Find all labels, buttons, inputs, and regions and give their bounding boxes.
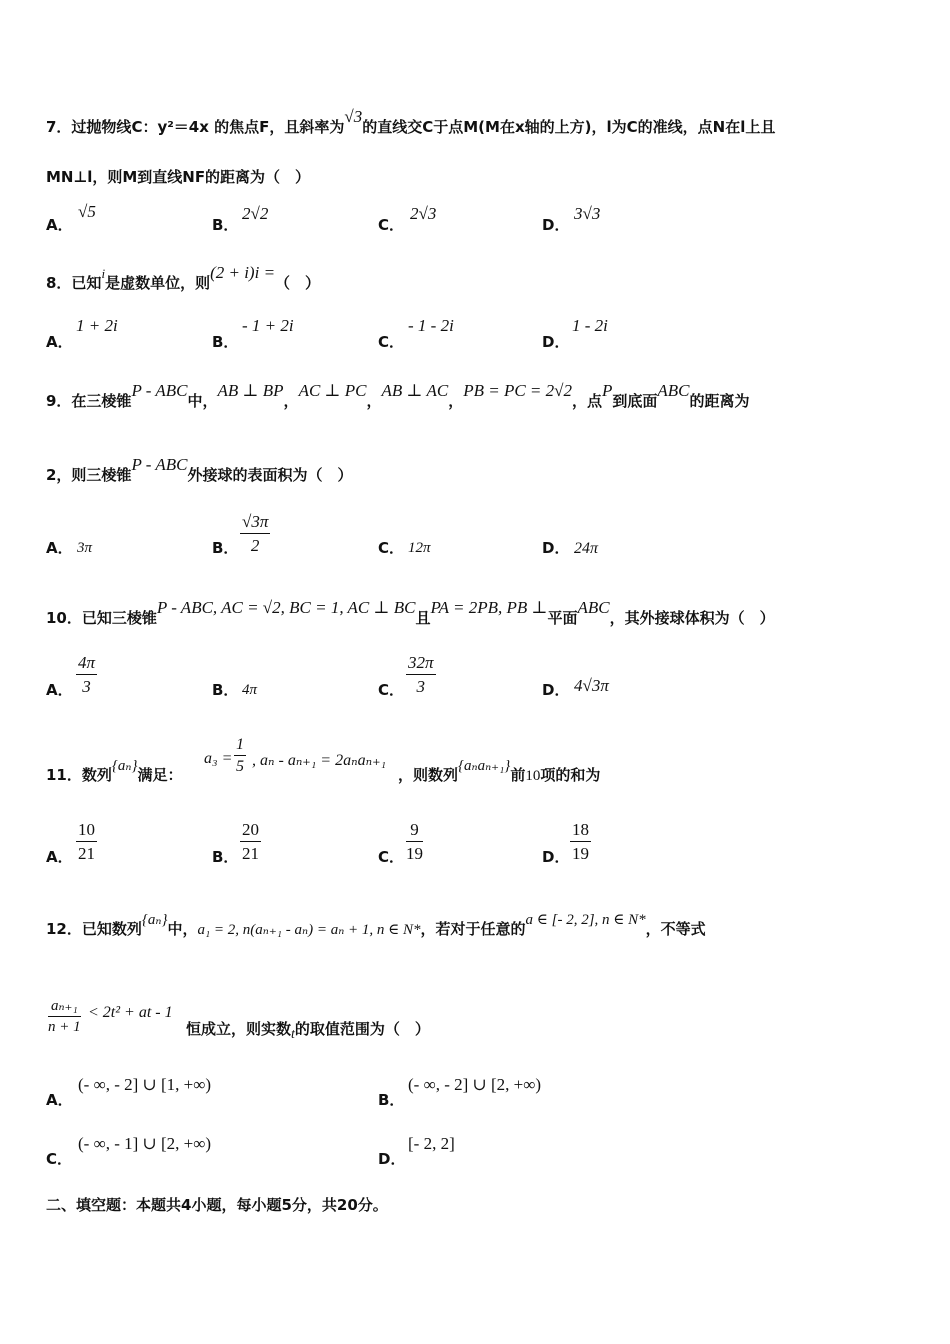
q8-stem-text-a: 8．已知 — [46, 274, 102, 292]
q8-stem — [46, 263, 321, 293]
fraction-denominator: 19 — [572, 844, 589, 863]
option-label: C． — [378, 681, 405, 699]
q7-stem-text-a: 7．过抛物线C：y²＝4x 的焦点F，且斜率为 — [46, 118, 345, 136]
q7-stem-line2: MN⊥l，则M到直线NF的距离为（ ） — [46, 168, 311, 186]
option-label: B． — [212, 848, 239, 866]
option-value: 2√3 — [410, 204, 437, 223]
option-label: D． — [542, 333, 570, 351]
option-label: B． — [212, 333, 239, 351]
fraction-denominator: 3 — [82, 677, 91, 696]
q12-expr-range-a: a ∈ [- 2, 2], n ∈ N* — [525, 912, 646, 928]
fraction-numerator: 9 — [406, 820, 423, 842]
q10-stem-text-d: ，其外接球体积为（ ） — [609, 609, 775, 627]
option-label: A． — [46, 848, 73, 866]
q9-expr-ab-bp: AB ⊥ BP — [217, 381, 284, 400]
option-fraction — [406, 820, 423, 864]
fraction-numerator: 32π — [406, 653, 436, 675]
q9-stem-text-c: ，点 — [571, 392, 602, 410]
fraction-numerator: aₙ₊₁ — [48, 996, 81, 1017]
option-value: 4π — [242, 682, 258, 698]
option-value: 4√3π — [574, 676, 609, 695]
q7-stem-text-b: 的直线交C于点M(M在x轴的上方)，l为C的准线，点N在l上且 — [362, 118, 776, 136]
fraction-denominator: 21 — [242, 844, 259, 863]
q8-stem-text-c: （ ） — [275, 274, 321, 292]
q12-stem-line2 — [186, 1018, 430, 1042]
q11-stem-tail — [398, 758, 601, 785]
q9-expr-p: P — [601, 381, 613, 400]
q9-line2-expr: P - ABC — [131, 455, 188, 474]
q9-stem-text-b: 中， — [187, 392, 218, 410]
option-value: (- ∞, - 1] ∪ [2, +∞) — [78, 1134, 212, 1153]
fraction-numerator: 20 — [240, 820, 261, 842]
q11-stem-text-a: 11．数列 — [46, 766, 112, 784]
fraction-numerator: 10 — [76, 820, 97, 842]
option-label: A． — [46, 539, 73, 557]
option-label: D． — [542, 539, 570, 557]
q10-stem-text-a: 10．已知三棱锥 — [46, 609, 157, 627]
option-fraction — [76, 653, 97, 697]
q12-stem-text-c: ，若对于任意的 — [420, 920, 526, 938]
q9-expr-abc: ABC — [657, 381, 690, 400]
q9-stem-text-a: 9．在三棱锥 — [46, 392, 132, 410]
option-value: - 1 + 2i — [242, 316, 294, 335]
q9-line2-text-a: 2，则三棱锥 — [46, 466, 132, 484]
fraction-denominator: 21 — [78, 844, 95, 863]
fraction-denominator: n + 1 — [48, 1019, 81, 1035]
q12-expr-seq: {aₙ} — [141, 912, 168, 928]
q10-stem-text-b: 且 — [415, 609, 431, 627]
q11-expr-seq: {aₙ} — [111, 758, 138, 774]
q12-stem-text-a: 12．已知数列 — [46, 920, 142, 938]
q11-stem — [46, 758, 183, 785]
option-fraction — [76, 820, 97, 864]
option-fraction — [240, 512, 270, 556]
q10-stem-text-c: 平面 — [547, 609, 578, 627]
q11-fraction — [234, 736, 246, 776]
q9-stem-line1: 9．在三棱锥P - ABC中，AB ⊥ BP，AC ⊥ PC，AB ⊥ AC，PB = PC = 2√2，点P到底面ABC的距离为 — [46, 381, 750, 410]
q10-stem — [46, 598, 775, 628]
option-value: 1 + 2i — [76, 316, 118, 335]
option-value: - 1 - 2i — [408, 316, 454, 335]
option-label: A． — [46, 333, 73, 351]
q8-imag-unit: i — [101, 266, 106, 281]
fraction-denominator: 2 — [250, 536, 260, 555]
option-value: [- 2, 2] — [408, 1134, 455, 1153]
q11-stem-text-b: 满足： — [137, 766, 183, 784]
q8-stem-text-b: 是虚数单位，则 — [105, 274, 211, 292]
option-label: C． — [378, 539, 405, 557]
option-fraction — [240, 820, 261, 864]
q9-stem-text-d: 到底面 — [612, 392, 658, 410]
option-value: (- ∞, - 2] ∪ [2, +∞) — [408, 1075, 542, 1094]
q11-expr-count: 10 — [525, 768, 541, 784]
q11-expr-a3: a₃ = — [204, 750, 233, 767]
option-label: D． — [542, 848, 570, 866]
option-value: √5 — [78, 202, 96, 221]
q11-stem-text-d: 前 — [510, 766, 526, 784]
q8-expression: (2 + i)i = — [210, 263, 276, 282]
option-label: D． — [542, 216, 570, 234]
q10-expr-conditions: P - ABC, AC = √2, BC = 1, AC ⊥ BC — [156, 598, 416, 617]
option-value: (- ∞, - 2] ∪ [1, +∞) — [78, 1075, 212, 1094]
option-fraction — [406, 653, 436, 697]
q12-fraction — [48, 996, 81, 1036]
q12-expr-t: t — [291, 1027, 295, 1042]
option-label: B． — [212, 539, 239, 557]
q9-stem-line2 — [46, 455, 353, 485]
option-label: A． — [46, 216, 73, 234]
option-value: 2√2 — [242, 204, 269, 223]
fraction-denominator: 19 — [406, 844, 423, 863]
q9-expr-ac-pc: AC ⊥ PC — [298, 381, 367, 400]
q7-slope: √3 — [344, 107, 363, 126]
q9-expr-pb-pc: PB = PC = 2√2 — [463, 381, 572, 400]
q10-expr-pa-pb: PA = 2PB, PB ⊥ — [430, 598, 548, 617]
section2-heading: 二、填空题：本题共4小题，每小题5分，共20分。 — [46, 1196, 388, 1214]
q12-expr-recurrence: a₁ = 2, n(aₙ₊₁ - aₙ) = aₙ + 1, n ∈ N* — [197, 922, 421, 938]
q11-stem-text-e: 项的和为 — [540, 766, 601, 784]
fraction-numerator: 1 — [234, 736, 246, 756]
option-label: B． — [378, 1091, 405, 1109]
option-value: 1 - 2i — [572, 316, 608, 335]
q7-stem-line1 — [46, 107, 776, 137]
fraction-numerator: √3π — [240, 512, 270, 534]
q12-stem-text-b: 中， — [167, 920, 198, 938]
fraction-denominator: 5 — [236, 758, 244, 775]
q11-stem-text-c: ，则数列 — [398, 766, 459, 784]
option-label: B． — [212, 216, 239, 234]
option-label: B． — [212, 681, 239, 699]
q9-expr-pyramid: P - ABC — [131, 381, 188, 400]
option-label: A． — [46, 681, 73, 699]
fraction-denominator: 3 — [416, 677, 426, 696]
option-value: 3π — [77, 540, 93, 556]
option-label: C． — [378, 216, 405, 234]
option-label: C． — [378, 333, 405, 351]
option-label: A． — [46, 1091, 73, 1109]
q12-inequality-rest: < 2t² + at - 1 — [88, 1004, 173, 1021]
q11-expr-recurrence: , aₙ - aₙ₊₁ = 2aₙaₙ₊₁ — [252, 752, 387, 769]
option-value: 12π — [408, 540, 431, 556]
q12-stem-text-d: ，不等式 — [645, 920, 706, 938]
option-label: D． — [542, 681, 570, 699]
option-label: C． — [46, 1150, 73, 1168]
q10-expr-abc: ABC — [577, 598, 610, 617]
q12-stem-text-f: 的取值范围为（ ） — [294, 1020, 430, 1038]
q9-stem-text-e: 的距离为 — [689, 392, 750, 410]
q9-expr-ab-ac: AB ⊥ AC — [381, 381, 449, 400]
q9-line2-text-b: 外接球的表面积为（ ） — [187, 466, 353, 484]
option-label: C． — [378, 848, 405, 866]
option-fraction — [570, 820, 591, 864]
q12-stem-text-e: 恒成立，则实数 — [186, 1020, 292, 1038]
option-value: 3√3 — [574, 204, 601, 223]
option-value: 24π — [574, 540, 599, 557]
fraction-numerator: 18 — [570, 820, 591, 842]
fraction-numerator: 4π — [76, 653, 97, 675]
option-label: D． — [378, 1150, 406, 1168]
q12-stem-line1 — [46, 912, 706, 939]
q11-expr-product-seq: {aₙaₙ₊₁} — [458, 758, 511, 774]
